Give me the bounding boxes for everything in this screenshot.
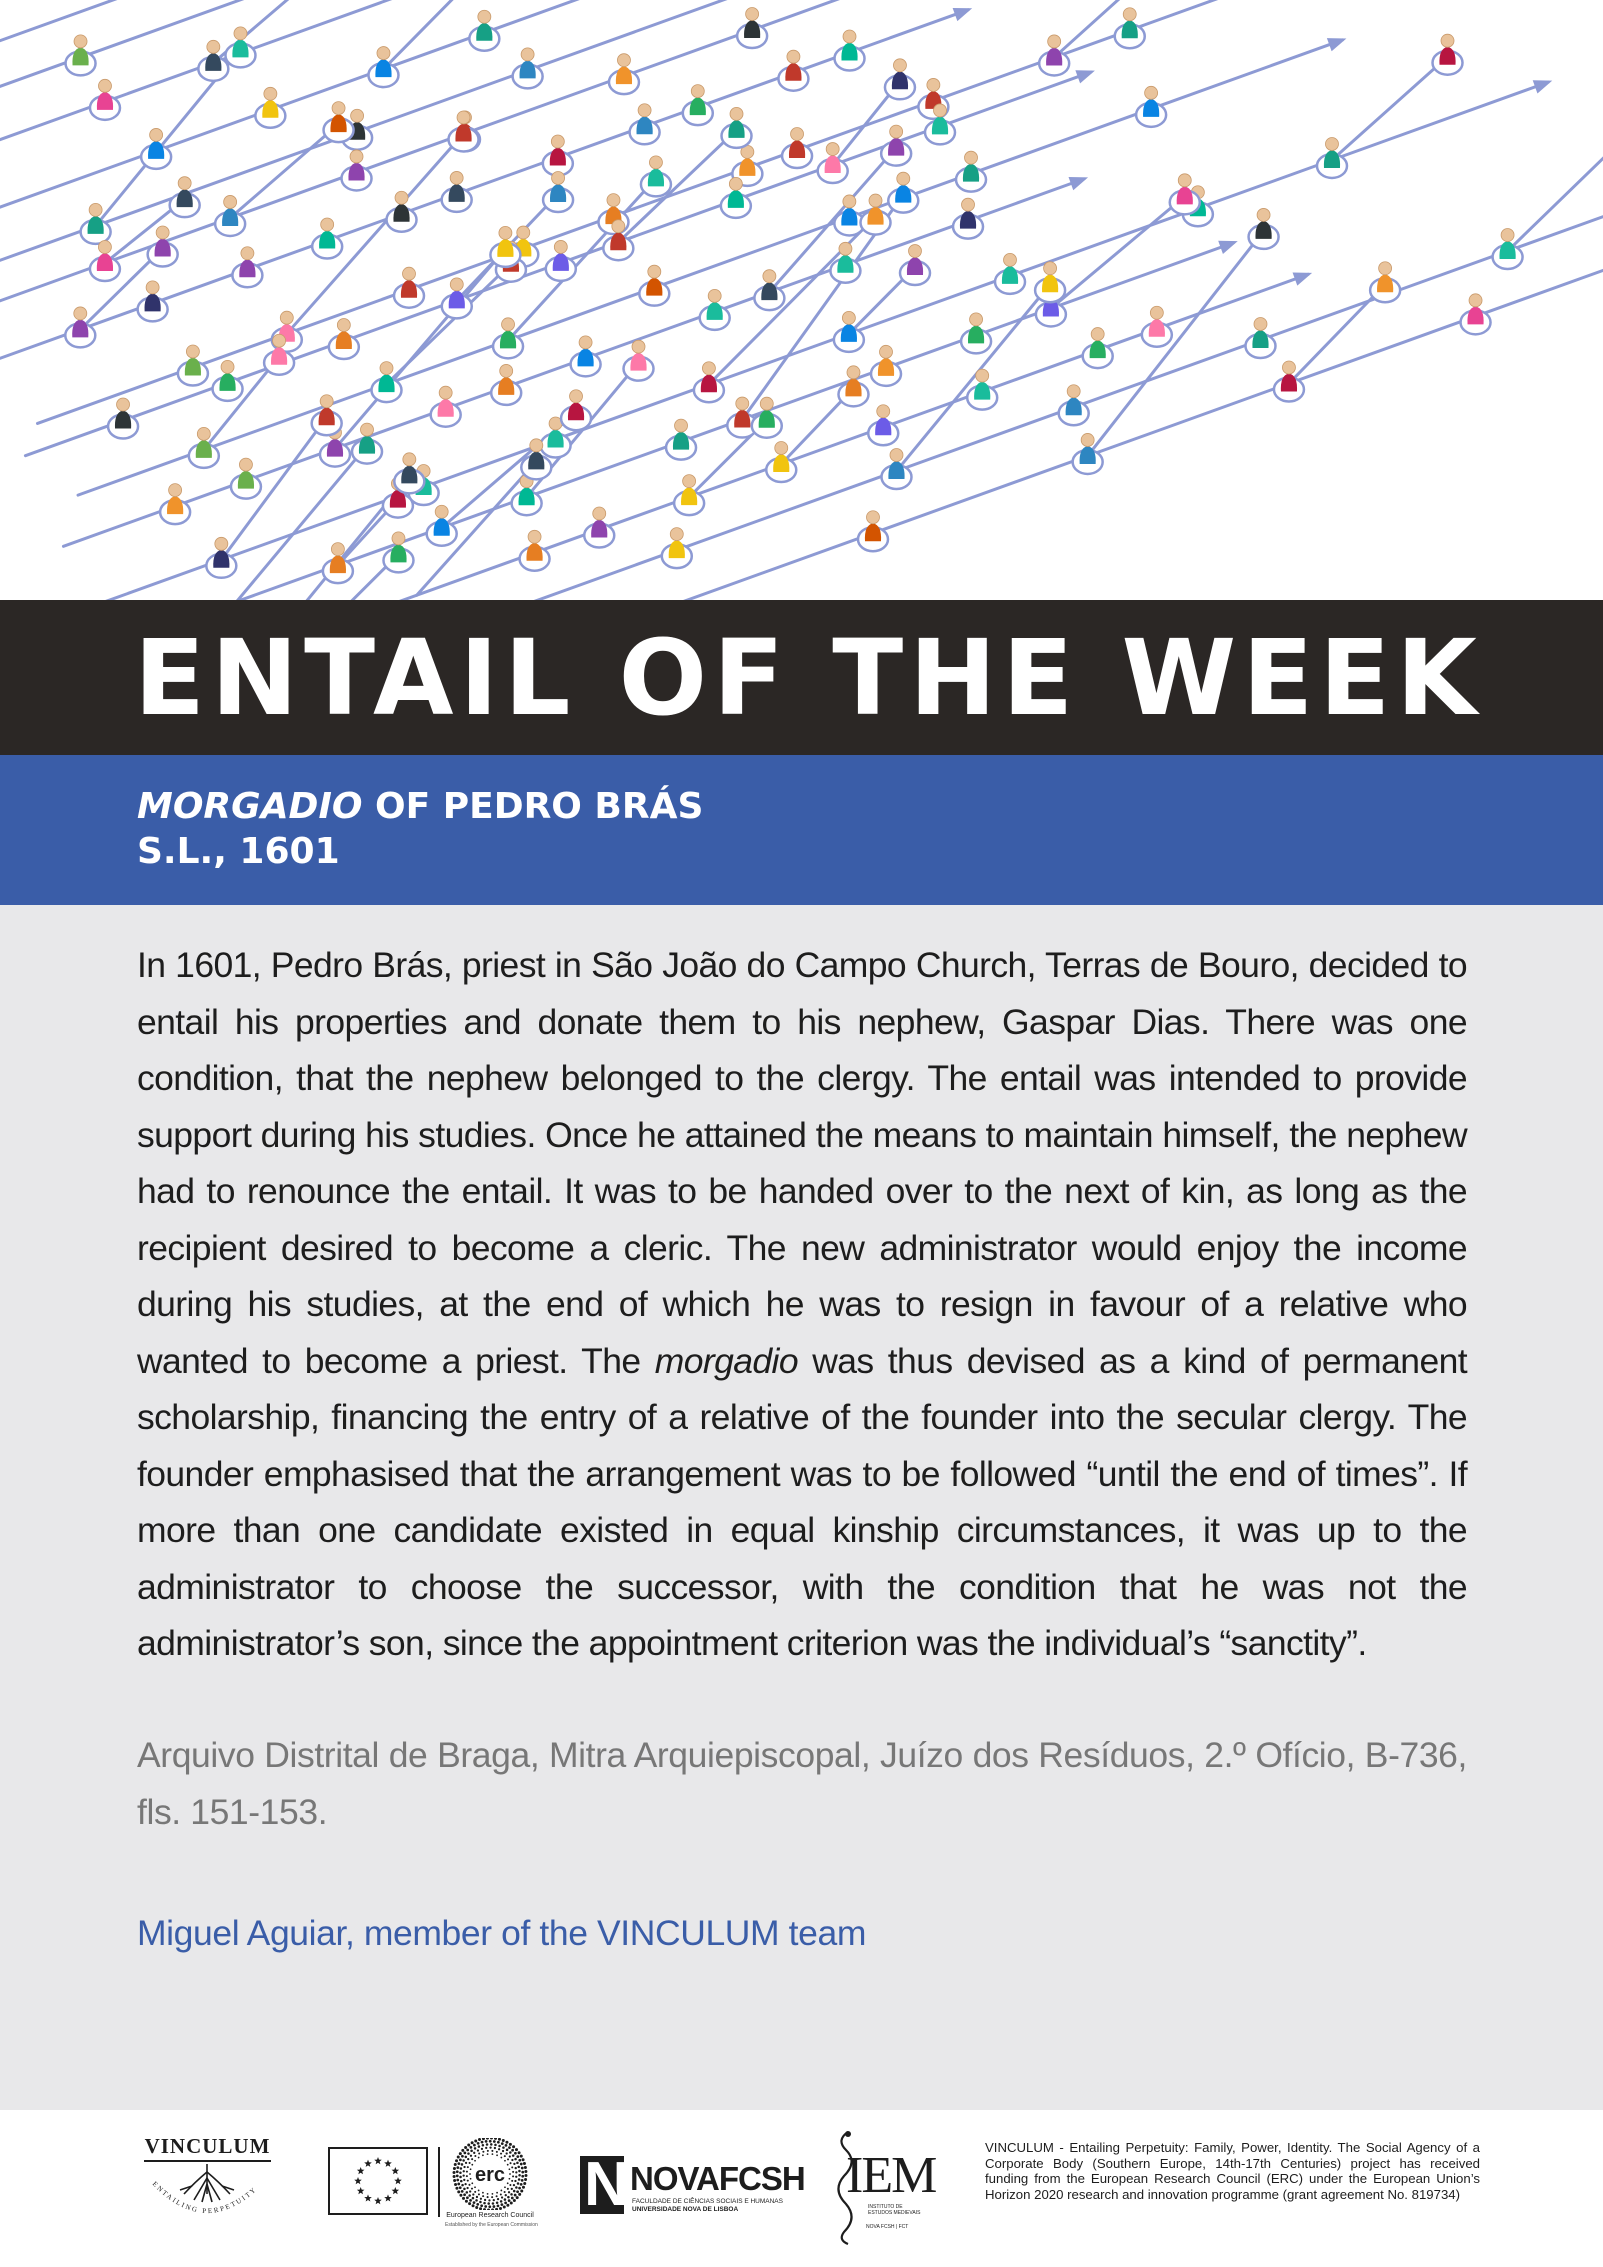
- person-figure: [1461, 294, 1491, 335]
- person-figure: [571, 336, 601, 377]
- logo-divider: [438, 2147, 440, 2217]
- eu-star-icon: [394, 2177, 402, 2184]
- vinculum-logo-word: VINCULUM: [144, 2134, 271, 2158]
- iem-logo-word: IEM: [846, 2147, 936, 2204]
- person-figure: [442, 171, 472, 212]
- person-figure: [961, 313, 991, 354]
- nova-logo-word: NOVAFCSH: [630, 2160, 805, 2197]
- person-figure: [674, 475, 704, 516]
- vinculum-logo-rule: [144, 2160, 271, 2162]
- eu-star-icon: [392, 2167, 400, 2174]
- person-figure: [858, 511, 888, 552]
- eu-star-icon: [384, 2160, 392, 2167]
- eu-star-icon: [374, 2197, 382, 2204]
- eu-star-icon: [384, 2194, 392, 2201]
- person-figure: [170, 177, 200, 218]
- person-figure: [766, 441, 796, 482]
- person-figure: [431, 386, 461, 427]
- person-figure: [630, 104, 660, 145]
- erc-caption-sub: Established by the European Commission: [445, 2222, 538, 2228]
- person-figure: [752, 397, 782, 438]
- person-figure: [543, 171, 573, 212]
- entail-place-date: S.L., 1601: [137, 831, 340, 872]
- erc-dotted-sphere-icon: [445, 2138, 535, 2210]
- vinculum-logo-motto: ENTAILING PERPETUITY: [150, 2179, 259, 2216]
- person-figure: [81, 203, 111, 244]
- person-figure: [368, 47, 398, 88]
- person-figure: [427, 505, 457, 545]
- person-figure: [329, 319, 359, 360]
- person-figure: [1059, 385, 1089, 426]
- person-figure: [198, 40, 228, 80]
- person-figure: [387, 191, 417, 232]
- person-figure: [108, 398, 138, 439]
- erc-logo: [445, 2138, 538, 2238]
- person-figure: [255, 87, 285, 128]
- person-figure: [138, 281, 168, 322]
- person-figure: [90, 241, 120, 282]
- person-figure: [900, 245, 930, 286]
- person-figure: [1249, 208, 1279, 249]
- entail-name: [137, 785, 703, 829]
- person-figure: [1039, 35, 1069, 75]
- person-figure: [160, 484, 190, 525]
- person-figure: [342, 150, 372, 191]
- page-title: ENTAIL OF THE WEEK: [134, 617, 1483, 739]
- person-figure: [520, 530, 550, 571]
- content-panel: [0, 905, 1603, 2110]
- eu-star-icon: [374, 2157, 382, 2164]
- person-figure: [232, 247, 262, 287]
- person-figure: [885, 59, 915, 100]
- person-figure: [639, 265, 669, 306]
- person-figure: [449, 111, 479, 152]
- person-figure: [641, 156, 671, 197]
- person-figure: [1433, 34, 1463, 74]
- body-paragraph: [137, 937, 1467, 1672]
- person-figure: [1083, 328, 1113, 369]
- person-figure: [830, 242, 860, 283]
- person-figure: [491, 364, 521, 405]
- svg-text:ENTAILING PERPETUITY: [151, 2180, 259, 2215]
- person-figure: [737, 8, 767, 49]
- person-figure: [394, 267, 424, 308]
- nova-logo-box: [580, 2150, 629, 2219]
- person-figure: [834, 311, 864, 352]
- person-figure: [1245, 317, 1275, 358]
- nova-logo-mark: N: [584, 2150, 629, 2219]
- person-figure: [66, 35, 96, 76]
- eu-star-icon: [364, 2194, 372, 2201]
- person-figure: [1274, 361, 1304, 402]
- person-figure: [956, 151, 986, 192]
- funding-statement: VINCULUM - Entailing Perpetuity: Family, Power, Identity. The Social Agency of a Corporate Body (Southern Europe, 14th-17th Centuries) project has received funding from the European Research Council (ERC) under the European Union’s Horizon 2020 research and innovation programme (grant agreement No. 819734): [985, 2140, 1480, 2202]
- person-figure: [888, 172, 918, 213]
- person-figure: [215, 195, 245, 236]
- entail-owner: OF PEDRO BRÁS: [362, 786, 704, 827]
- person-figure: [666, 419, 696, 460]
- nova-logo-sub: FACULDADE DE CIÊNCIAS SOCIAIS E HUMANAS UNIVERSIDADE NOVA DE LISBOA: [632, 2198, 783, 2213]
- person-figure: [141, 128, 171, 169]
- person-figure: [490, 226, 520, 267]
- person-figure: [1073, 433, 1103, 474]
- person-figure: [513, 48, 543, 88]
- person-figure: [609, 54, 639, 95]
- vinculum-logo: [140, 2134, 275, 2239]
- person-figure: [1493, 229, 1523, 269]
- person-figure: [778, 50, 808, 90]
- person-figure: [312, 218, 342, 259]
- eu-flag-logo: [328, 2147, 428, 2215]
- eu-star-icon: [354, 2177, 362, 2184]
- footer: [0, 2110, 1603, 2267]
- eu-star-icon: [392, 2187, 400, 2194]
- person-figure: [469, 10, 499, 51]
- person-figure: [754, 270, 784, 311]
- person-figure: [1370, 262, 1400, 303]
- person-figure: [861, 194, 891, 235]
- archival-source: Arquivo Distrital de Braga, Mitra Arquiepiscopal, Juízo dos Resíduos, 2.º Ofício, B-736, fls. 151-153.: [137, 1735, 1467, 1832]
- person-figure: [838, 366, 868, 407]
- person-figure: [1115, 8, 1145, 49]
- person-figure: [383, 532, 413, 573]
- person-figure: [584, 507, 614, 548]
- person-figure: [881, 125, 911, 166]
- person-figure: [1142, 306, 1172, 347]
- person-figure: [225, 27, 255, 68]
- person-figure: [512, 475, 542, 515]
- person-figure: [818, 143, 848, 184]
- person-figure: [324, 102, 354, 142]
- person-figure: [953, 198, 983, 239]
- person-figure: [90, 79, 120, 120]
- nova-fcsh-logo: [580, 2150, 805, 2219]
- person-figure: [231, 458, 261, 499]
- person-figure: [624, 340, 654, 381]
- person-figure: [1035, 262, 1065, 303]
- person-figure: [493, 318, 523, 359]
- network-people-illustration: [0, 0, 1603, 600]
- person-figure: [694, 362, 724, 403]
- person-figure: [834, 195, 864, 236]
- person-figure: [683, 85, 713, 126]
- person-figure: [442, 278, 472, 319]
- erc-logo-mark: erc: [474, 2164, 506, 2186]
- hero-illustration: [0, 0, 1603, 600]
- person-figure: [561, 390, 591, 431]
- eu-star-icon: [357, 2187, 365, 2194]
- person-figure: [1170, 174, 1200, 215]
- title-band: [0, 600, 1603, 755]
- person-figure: [178, 345, 208, 386]
- body-part-1: In 1601, Pedro Brás, priest in São João do Campo Church, Terras de Bouro, decided to entail his properties and donate them to his nephew, Gaspar Dias. There was one condition, that the nephew belonged to the clergy. The entail was intended to provide support during his studies. Once he attained the means to maintain himself, the nephew had to renounce the entail. It was to be handed over to the next of kin, as long as the recipient desired to become a cleric. The new administrator would enjoy the income during his studies, at the end of which he was to resign in favour of a relative who wanted to become a priest. The: [137, 945, 1467, 1381]
- body-part-2: was thus devised as a kind of permanent scholarship, financing the entry of a relative of the founder into the secular clergy. The founder emphasised that the arrangement was to be followed “until the end of times”. If more than one candidate existed in equal kinship circumstances, it was up to the administrator to choose the successor, with the condition that he was not the administrator’s son, since the appointment criterion was the individual’s “sanctity”.: [137, 1340, 1467, 1663]
- body-term: morgadio: [654, 1340, 798, 1381]
- eu-stars-icon: [330, 2149, 426, 2213]
- person-figure: [662, 528, 692, 569]
- person-figure: [213, 360, 243, 401]
- person-figure: [372, 362, 402, 403]
- subtitle-band: [0, 755, 1603, 905]
- person-figure: [65, 307, 95, 348]
- iem-logo: [828, 2128, 936, 2248]
- person-figure: [394, 453, 424, 494]
- person-figure: [189, 427, 219, 468]
- person-figure: [835, 30, 865, 71]
- person-figure: [881, 449, 911, 490]
- person-figure: [543, 135, 573, 176]
- tree-roots-icon: [140, 2164, 275, 2239]
- person-figure: [871, 345, 901, 386]
- entail-term: MORGADIO: [137, 786, 363, 827]
- person-figure: [1136, 86, 1166, 127]
- person-figure: [1317, 137, 1347, 178]
- person-figure: [352, 423, 382, 464]
- author-credit: Miguel Aguiar, member of the VINCULUM team: [137, 1913, 866, 1953]
- iem-logo-foot: NOVA FCSH | FCT: [866, 2224, 909, 2230]
- person-figure: [722, 107, 752, 148]
- person-figure: [700, 289, 730, 330]
- person-figure: [546, 240, 576, 281]
- person-figure: [967, 369, 997, 410]
- person-figure: [782, 128, 812, 169]
- erc-caption: European Research Council: [446, 2212, 534, 2219]
- person-figure: [868, 405, 898, 446]
- eu-star-icon: [357, 2167, 365, 2174]
- person-figure: [995, 253, 1025, 294]
- eu-star-icon: [364, 2160, 372, 2167]
- person-figure: [148, 226, 178, 267]
- iem-logo-sub: INSTITUTO DE ESTUDOS MEDIEVAIS: [868, 2204, 921, 2216]
